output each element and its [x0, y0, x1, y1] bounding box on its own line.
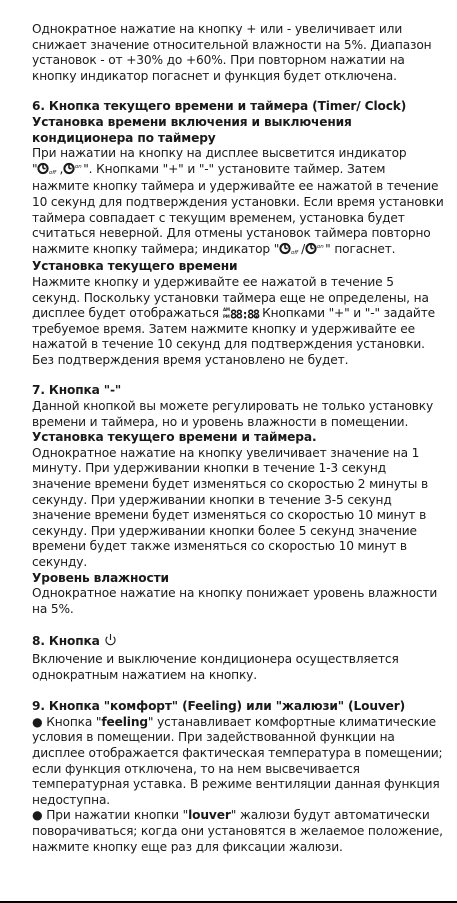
section-6-paragraph-timer: [32, 146, 444, 259]
timer-on-icon-2: [305, 242, 325, 260]
bullet-feeling-text-a: Кнопка ": [46, 714, 102, 729]
timer-on-label-2: on: [317, 243, 324, 250]
section-7-paragraph-time: Однократное нажатие на кнопку увеличивает значение на 1 минуту. При удерживании кнопки в течение 1-3 секунд значение времени будет изменяться со скоростью 2 минуты в секунду. При удерживании кнопки в течение 3-5 секунд значение времени будет изменяться со скоростью 10 минут в секунду. При удерживании кнопки более 5 секунд значение времени будет также изменяться со скоростью 10 минут в секунду.: [32, 445, 428, 569]
intro-paragraph: Однократное нажатие на кнопку + или - увеличивает или снижает значение относительной влажности на 5%. Диапазон установок - от +30% до +60%. При повторном нажатии на кнопку индикатор погаснет и функция будет отключена.: [32, 22, 432, 83]
quote-open: ": [32, 161, 38, 176]
lcd-digits: 88:88: [229, 307, 259, 322]
timer-off-icon-2: [279, 242, 301, 260]
section-6-paragraph-clock: [32, 275, 444, 369]
bullet-louver-bold: louver: [188, 808, 231, 823]
bullet-icon-2: ●: [32, 808, 43, 823]
section-6-text-a: При нажатии на кнопку на дисплее высветится индикатор: [32, 146, 407, 161]
lcd-am-label: AM: [222, 307, 230, 313]
section-6-text-b: . Кнопками "+" и "-" установите таймер. Затем нажмите кнопку таймера и удерживайте ее нажатой в течение 10 секунд для подтверждения установки. Если время установки таймера совпадает с текущим временем, установка будет считаться неверной. Для отмены установок таймера повторно нажмите кнопку таймера; индикатор ": [32, 161, 444, 256]
section-6-subheading-timer: Установка времени включения и выключения кондиционера по таймеру: [32, 114, 352, 145]
section-7-subheading-time: Установка текущего времени и таймера.: [32, 430, 317, 445]
section-7-paragraph-humidity: Однократное нажатие на кнопку понижает уровень влажности на 5%.: [32, 586, 438, 616]
timer-off-label: off: [49, 169, 57, 176]
section-6-text-c: " погаснет.: [325, 241, 396, 256]
section-6-clock-text-a: Нажмите кнопку и удерживайте ее нажатой в течение 5 секунд. Поскольку установки таймера еще не определены, на дисплее будет отображаться: [32, 274, 429, 321]
timer-on-label: on: [75, 163, 82, 170]
section-9-bullet-louver: [32, 808, 444, 855]
bullet-icon: ●: [32, 714, 43, 729]
section-9-bullet-feeling: [32, 715, 444, 809]
section-8-heading: [32, 633, 444, 652]
section-6-heading: 6. Кнопка текущего времени и таймера (Timer/ Clock): [32, 99, 407, 114]
bullet-feeling-bold: feeling: [101, 714, 148, 729]
sep: ,: [59, 161, 64, 176]
slash: /: [301, 241, 306, 256]
bullet-louver-text-a: При нажатии кнопки ": [46, 808, 189, 823]
section-8-paragraph: Включение и выключение кондиционера осуществляется однократным нажатием на кнопку.: [32, 651, 399, 682]
section-7-paragraph-intro: Данной кнопкой вы можете регулировать не только установку времени и таймера, но и уровень влажности в помещении.: [32, 399, 434, 429]
lcd-pm-label: PM: [222, 314, 230, 320]
quote-close: ": [83, 161, 89, 176]
lcd-clock-icon: [222, 306, 259, 322]
timer-on-icon: [63, 162, 83, 180]
manual-page: [32, 22, 444, 855]
section-9-heading: 9. Кнопка "комфорт" (Feeling) или "жалюзи" (Louver): [32, 699, 406, 714]
bullet-louver-text-b: " жалюзи будут автоматически поворачиваться; когда они установятся в желаемое положение, нажмите кнопку еще раз для фиксации жалюзи.: [32, 808, 443, 854]
timer-off-icon: [37, 162, 59, 180]
section-7-subheading-humidity: Уровень влажности: [32, 570, 169, 585]
section-6-clock-text-b: . Кнопками "+" и "-" задайте требуемое время. Затем нажмите кнопку и удерживайте ее нажатой в течение 10 секунд для подтверждения установки. Без подтверждения время установлено не будет.: [32, 306, 435, 367]
section-7-heading: 7. Кнопка "-": [32, 383, 122, 398]
bullet-feeling-text-b: " устанавливает комфортные климатические условия в помещении. При задействованной функции на дисплее отображается фактическая температура в помещении; если функция отключена, то на нем высвечивается температурная уставка. В режиме вентиляции данная функция недоступна.: [32, 714, 443, 807]
section-6-subheading-clock: Установка текущего времени: [32, 259, 238, 274]
section-8-heading-text: 8. Кнопка: [32, 634, 100, 649]
power-icon: [104, 633, 117, 652]
timer-off-label-2: off: [291, 249, 298, 256]
